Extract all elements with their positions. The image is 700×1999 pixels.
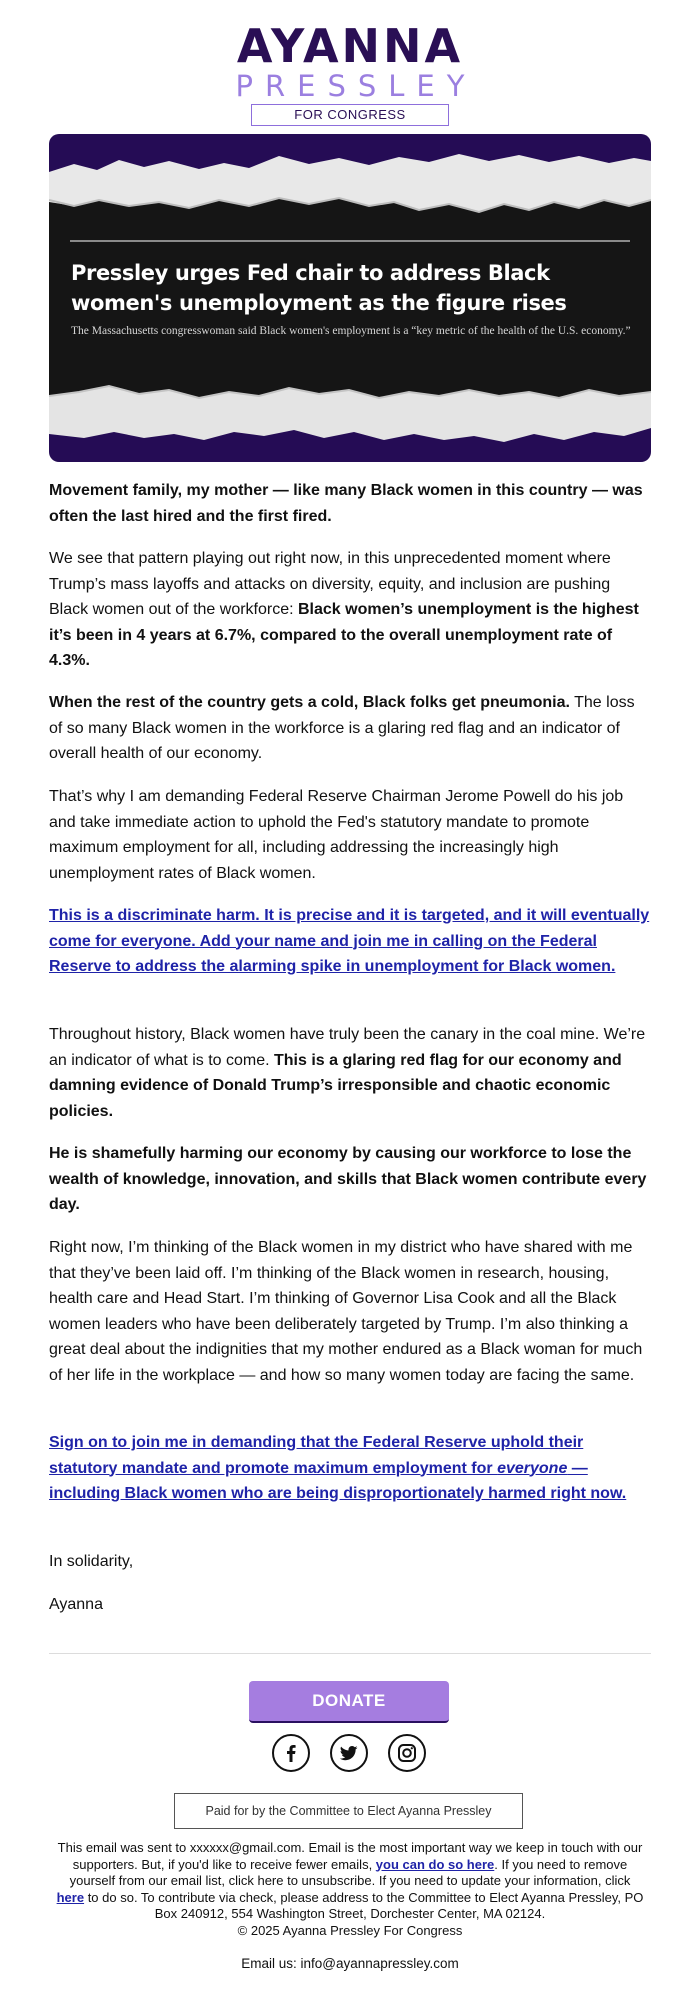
logo-last-name: PRESSLEY bbox=[235, 69, 477, 103]
demand-text: That’s why I am demanding Federal Reserve Chairman Jerome Powell do his job and take immediate action to uphold the Fed's statutory mandate to promote maximum employment for all, including addressing the increasingly high unemployment rates of Black women. bbox=[49, 788, 624, 882]
twitter-icon[interactable] bbox=[330, 1734, 368, 1772]
signature: Ayanna bbox=[49, 1596, 103, 1613]
logo-tagline: FOR CONGRESS bbox=[251, 104, 449, 126]
canary-bold: This is a glaring red flag for our economy and damning evidence of Donald Trump’s irresponsible and chaotic economic policies. bbox=[49, 1051, 622, 1120]
petition-link-1[interactable]: This is a discriminate harm. It is precise and it is targeted, and it will eventually come for everyone. Add your name and join me in calling on the Federal Reserve to address the alarming spike in unemployment for Black women. bbox=[49, 907, 650, 975]
pneumonia-bold: When the rest of the country gets a cold, Black folks get pneumonia. bbox=[49, 694, 570, 711]
pneumonia-text: The loss of so many Black women in the workforce is a glaring red flag and an indicator of overall health of our economy. bbox=[49, 694, 635, 762]
donate-button[interactable]: DONATE bbox=[249, 1681, 449, 1723]
hero-subheadline: The Massachusetts congresswoman said Black women's employment is a “key metric of the health of the U.S. economy.” bbox=[71, 325, 631, 337]
facebook-icon[interactable] bbox=[272, 1734, 310, 1772]
paragraph-canary bbox=[49, 1022, 651, 1124]
footer-text bbox=[55, 1840, 645, 1939]
paragraph-cta-2 bbox=[49, 1430, 651, 1507]
logo-first-name: AYANNA bbox=[236, 19, 464, 73]
hero-headline: Pressley urges Fed chair to address Black women's unemployment as the figure rises bbox=[71, 261, 567, 315]
thinking-text: Right now, I’m thinking of the Black women in my district who have shared with me that they’ve been laid off. I’m thinking of the Black women in research, housing, health care and Head Start. I’m thinking of Governor Lisa Cook and all the Black women leaders who have been deliberately targeted by Trump. I’m also thinking a great deal about the indignities that my mother endured as a Black woman for much of her life in the workplace — and how so many women today are facing the same. bbox=[49, 1239, 643, 1384]
closing-line: In solidarity, bbox=[49, 1553, 134, 1570]
petition-link-2-emphasis: everyone bbox=[497, 1459, 568, 1477]
paragraph-cta-1 bbox=[49, 903, 651, 980]
pattern-text: We see that pattern playing out right now, in this unprecedented moment where Trump’s mass layoffs and attacks on diversity, equity, and inclusion are pushing Black women out of the workforce: bbox=[49, 550, 611, 618]
intro-text: Movement family, my mother — like many Black women in this country — was often the last hired and the first fired. bbox=[49, 482, 643, 525]
footer-text-2: . If you need to remove yourself from our email list, click here to unsubscribe. If you need to update your information, click bbox=[69, 1856, 631, 1888]
campaign-logo[interactable] bbox=[0, 19, 700, 126]
hero-rule bbox=[70, 240, 630, 242]
paragraph-intro bbox=[49, 478, 651, 529]
paid-for-disclaimer: Paid for by the Committee to Elect Ayanna Pressley bbox=[174, 1793, 523, 1829]
paragraph-harm bbox=[49, 1141, 651, 1218]
footer-text-1: This email was sent to xxxxxx@gmail.com. Email is the most important way we keep in touch with our supporters. But, if you'd like to receive fewer emails, bbox=[57, 1840, 643, 1872]
paragraph-thinking bbox=[49, 1235, 651, 1388]
harm-text: He is shamefully harming our economy by causing our workforce to lose the wealth of knowledge, innovation, and skills that Black women contribute every day. bbox=[49, 1145, 647, 1213]
footer-divider bbox=[49, 1653, 651, 1654]
petition-link-2-part-b: — including Black women who are being disproportionately harmed right now. bbox=[49, 1459, 627, 1502]
fewer-emails-link[interactable]: you can do so here bbox=[375, 1856, 495, 1872]
update-info-link[interactable]: here bbox=[56, 1889, 85, 1905]
instagram-icon[interactable] bbox=[388, 1734, 426, 1772]
petition-link-2-part-a: Sign on to join me in demanding that the Federal Reserve uphold their statutory mandate and promote maximum employment for bbox=[49, 1434, 584, 1477]
paragraph-pattern bbox=[49, 546, 651, 674]
paragraph-pneumonia bbox=[49, 690, 651, 767]
copyright: © 2025 Ayanna Pressley For Congress bbox=[237, 1922, 463, 1938]
canary-text: Throughout history, Black women have truly been the canary in the coal mine. We’re an indicator of what is to come. bbox=[49, 1026, 646, 1069]
hero-image[interactable] bbox=[49, 134, 651, 462]
pattern-stat: Black women’s unemployment is the highest it’s been in 4 years at 6.7%, compared to the overall unemployment rate of 4.3%. bbox=[49, 601, 639, 669]
footer-text-3: to do so. To contribute via check, please address to the Committee to Elect Ayanna Pressley, PO Box 240912, 554 Washington Street, Dorchester Center, MA 02124. bbox=[84, 1889, 644, 1921]
paragraph-demand bbox=[49, 784, 651, 886]
contact-email: Email us: info@ayannapressley.com bbox=[241, 1956, 459, 1971]
petition-link-2[interactable] bbox=[49, 1434, 626, 1502]
